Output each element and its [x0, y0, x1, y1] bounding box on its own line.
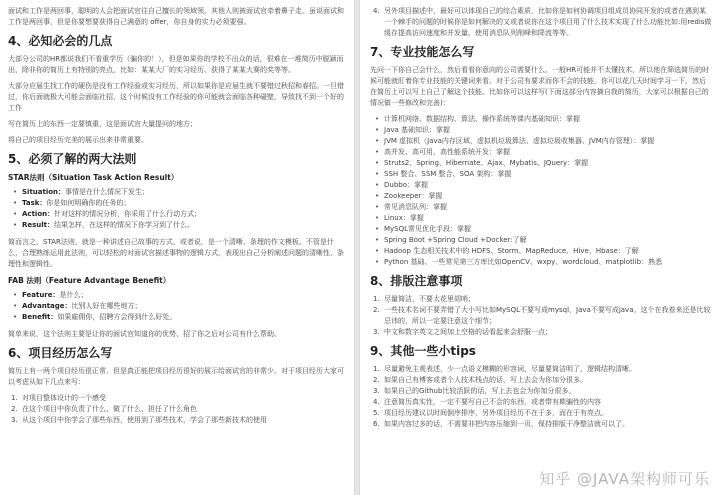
fab-rule-heading: FAB 法则（Feature Advantage Benefit） — [8, 276, 171, 285]
list-text: 如果自己有博客或者个人技术栈点的话，写上去会为你加分很多。 — [384, 376, 587, 384]
list-number: 6. — [373, 420, 380, 428]
section-4-paragraph-1: 大部分公司的HR都说我们不看重学历（骗你的！），但是如果你的学校不出众的话，很难在一堆简历中脱颖而出，除非你的简历上有特别的亮点，比如：某某大厂的实习经历、获得了某某大赛的奖等等。 — [8, 55, 344, 74]
skill-item: • Struts2、Spring、Hibernate、Ajax、Mybatis、JQuery：掌握 — [370, 158, 712, 169]
list-text: 在这个项目中你负责了什么、做了什么、担任了什么角色 — [22, 405, 197, 413]
list-number: 1. — [11, 394, 18, 402]
list-text: 对项目整体设计的一个感受 — [22, 394, 106, 402]
list-term: Task： — [22, 199, 47, 207]
section-4-heading: 4、必知必会的几点 — [8, 34, 113, 48]
skill-item: • Linux：掌握 — [370, 213, 712, 224]
list-item — [8, 209, 344, 220]
list-item — [370, 364, 712, 375]
list-item — [8, 404, 344, 415]
star-rule-heading: STAR法则（Situation Task Action Result） — [8, 173, 179, 182]
section-6-heading: 6、项目经历怎么写 — [8, 346, 113, 360]
list-item — [370, 305, 712, 327]
skill-item: • 高并发、高可用、高性能系统开发：掌握 — [370, 147, 712, 158]
skill-item: • MySQL常见优化手段：掌握 — [370, 224, 712, 235]
section-4-paragraph-4: 将自己的项目经历完美的展示出来非常重要。 — [8, 136, 148, 144]
list-text: 一些技术名词不要弄错了大小写比如MySQL不要写成mysql，Java不要写成java。这个在我看来还是比较忌讳的，所以一定要注意这个细节； — [384, 306, 711, 325]
skill-item: • 常见消息队列：掌握 — [370, 202, 712, 213]
skill-item: • JVM 虚拟机（Java内存区域、虚拟机垃圾算法、虚拟垃圾收集器、JVM内存管理）：掌握 — [370, 136, 712, 147]
list-text: 如果雇佣你，招聘方会得到什么好处。 — [57, 313, 177, 321]
star-list — [8, 187, 344, 231]
intro-paragraph: 面试和工作是两回事，聪明的人会把面试官往自己擅长的领域领，其他人则被面试官牵着鼻子走。虽说面试和工作是两回事，但是你要想要获得自己满意的 offer，你自身的实力必须要强。 — [8, 7, 344, 26]
list-number: 1. — [373, 295, 380, 303]
list-text: 比别人好在哪些地方； — [71, 302, 142, 310]
list-text: 中文和数字英文之间加上空格的话看起来会舒服一点； — [384, 328, 552, 336]
list-item — [8, 415, 344, 426]
list-text: 项目经历建议以时间倒序排序，另外项目经历不在于多，而在于有亮点。 — [384, 409, 608, 417]
list-item — [370, 408, 712, 419]
list-term: Advantage： — [22, 302, 72, 310]
section-8-list — [370, 294, 712, 338]
list-text: 尽量简洁，不要太花里胡哨； — [384, 295, 475, 303]
list-text: 如果自己的Github比较活跃的话，写上去也会为你加分很多。 — [384, 387, 576, 395]
skill-item: • SSH 整合、SSM 整合、SOA 架构：掌握 — [370, 169, 712, 180]
list-text: 从这个项目中你学会了那些东西，使用到了那些技术，学会了那些新技术的使用 — [22, 416, 267, 424]
skill-item: • Zookeeper：掌握 — [370, 191, 712, 202]
list-term: Action： — [22, 210, 55, 218]
list-item — [8, 290, 344, 301]
list-number: 2. — [11, 405, 18, 413]
skill-item: • Dubbo：掌握 — [370, 180, 712, 191]
list-item — [370, 397, 712, 408]
list-term: Feature： — [22, 291, 60, 299]
list-item — [8, 393, 344, 404]
left-page — [0, 0, 355, 495]
skill-item: • 计算机网络、数据结构、算法、操作系统等课内基础知识：掌握 — [370, 114, 712, 125]
list-item — [370, 327, 712, 338]
skill-item: • Hadoop 生态相关技术中的 HDFS、Storm、MapReduce、Hive、Hbase：了解 — [370, 246, 712, 257]
list-term: Benefit： — [22, 313, 58, 321]
section-4-paragraph-2: 大部分应届生找工作的硬伤是没有工作经验或实习经历，所以如果你是应届生就不要错过秋招和春招。一旦错过，你后面就极大可能会面临社招，这个时候没有工作经验的你可能就会面临各种碰壁，导致找不到一个好的工作 — [8, 82, 344, 112]
list-number: 1. — [373, 365, 380, 373]
list-text: 另外项目描述中，最好可以体现自己的综合素质，比如你是如何协调项目组成员协同开发的或者在遇到某一个棘手的问题的时候你是如何解决的又或者说你在这个项目用了什么技术实现了什么功能比如:用redis做缓存提高访问速度和并发量、使用消息队列削峰和降流等等。 — [384, 7, 712, 37]
list-item — [8, 198, 344, 209]
skill-item: • Spring Boot +Spring Cloud +Docker:了解 — [370, 235, 712, 246]
section-5-heading: 5、必须了解的两大法则 — [8, 152, 137, 166]
list-number: 5. — [373, 409, 380, 417]
list-text: 注意简历真实性，一定不要写自己不会的东西，或者带有欺骗性的内容 — [384, 398, 601, 406]
list-text: 是什么； — [59, 291, 88, 299]
list-item — [8, 301, 344, 312]
list-number: 4. — [373, 7, 380, 15]
section-7-heading: 7、专业技能怎么写 — [370, 45, 475, 59]
skill-item: • Python 基础、一些常见第三方库比如OpenCV、wxpy、wordcloud、matplotlib：熟悉 — [370, 257, 712, 268]
list-number: 2. — [373, 306, 380, 314]
skill-item: • Java 基础知识：掌握 — [370, 125, 712, 136]
list-number: 2. — [373, 376, 380, 384]
list-text: 如果内容过多的话，不需要非把内容压缩到一页，保持排版干净整洁就可以了。 — [384, 420, 629, 428]
section-9-heading: 9、其他一些小tips — [370, 344, 476, 358]
list-text: 针对这样的情况分析，你采用了什么行动方式； — [54, 210, 202, 218]
section-6-paragraph: 简历上有一两个项目经历很正常，但是真正能把项目经历很好的展示给面试官的非常少。对于项目经历大家可以考虑从如下几点来写： — [8, 367, 344, 386]
list-number: 3. — [11, 416, 18, 424]
section-9-list — [370, 364, 712, 430]
fab-summary: 简单来说，这个法则主要是让你的面试官知道你的优势、招了你之后对公司有什么帮助。 — [8, 330, 281, 338]
list-item — [8, 220, 344, 231]
list-item — [8, 312, 344, 323]
list-term: Situation： — [22, 188, 66, 196]
list-number: 4. — [373, 398, 380, 406]
watermark: 知乎 @JAVA架构师可乐 — [539, 470, 710, 488]
section-6-list-continued — [370, 6, 712, 39]
skills-list — [370, 114, 712, 268]
section-7-paragraph: 先问一下你自己会什么，然后看看你意向的公司需要什么。一般HR可能并不太懂技术，所以他在筛选简历的时候可能就盯着你专业技能的关键词来看。对于公司有要求而你不会的技能，你可以花几天时间学习一下，然后在简历上可以写上自己了解这个技能。比如你可以这样写(下面这部分内容摘自我的简历，大家可以根据自己的情况做一些修改和完善)： — [370, 66, 710, 107]
list-text: 结果怎样，在这样的情况下你学习到了什么。 — [54, 221, 195, 229]
list-term: Result： — [22, 221, 55, 229]
list-item — [370, 386, 712, 397]
fab-list — [8, 290, 344, 323]
list-number: 3. — [373, 328, 380, 336]
list-text: 尽量避免主观表述，少一点语义模糊的形容词，尽量要简洁明了，逻辑结构清晰。 — [384, 365, 636, 373]
section-4-paragraph-3: 写在简历上的东西一定要慎重，这是面试官大量提问的地方； — [8, 120, 197, 128]
list-text: 事情是在什么情况下发生； — [65, 188, 150, 196]
star-summary: 简而言之，STAR法则，就是一种讲述自己故事的方式，或者说，是一个清晰、条理的作文模板。不管是什么，合理熟练运用此法则，可以轻松的对面试官描述事物的逻辑方式，表现出自己分析阐述问题的清晰性、条理性和逻辑性。 — [8, 238, 344, 268]
list-item — [370, 375, 712, 386]
list-item — [370, 6, 712, 39]
section-8-heading: 8、排版注意事项 — [370, 274, 463, 288]
list-number: 3. — [373, 387, 380, 395]
list-item — [370, 294, 712, 305]
list-item — [370, 419, 712, 430]
right-page — [359, 0, 720, 495]
list-text: 你是如何明确你的任务的； — [46, 199, 131, 207]
section-6-list — [8, 393, 344, 426]
list-item — [8, 187, 344, 198]
